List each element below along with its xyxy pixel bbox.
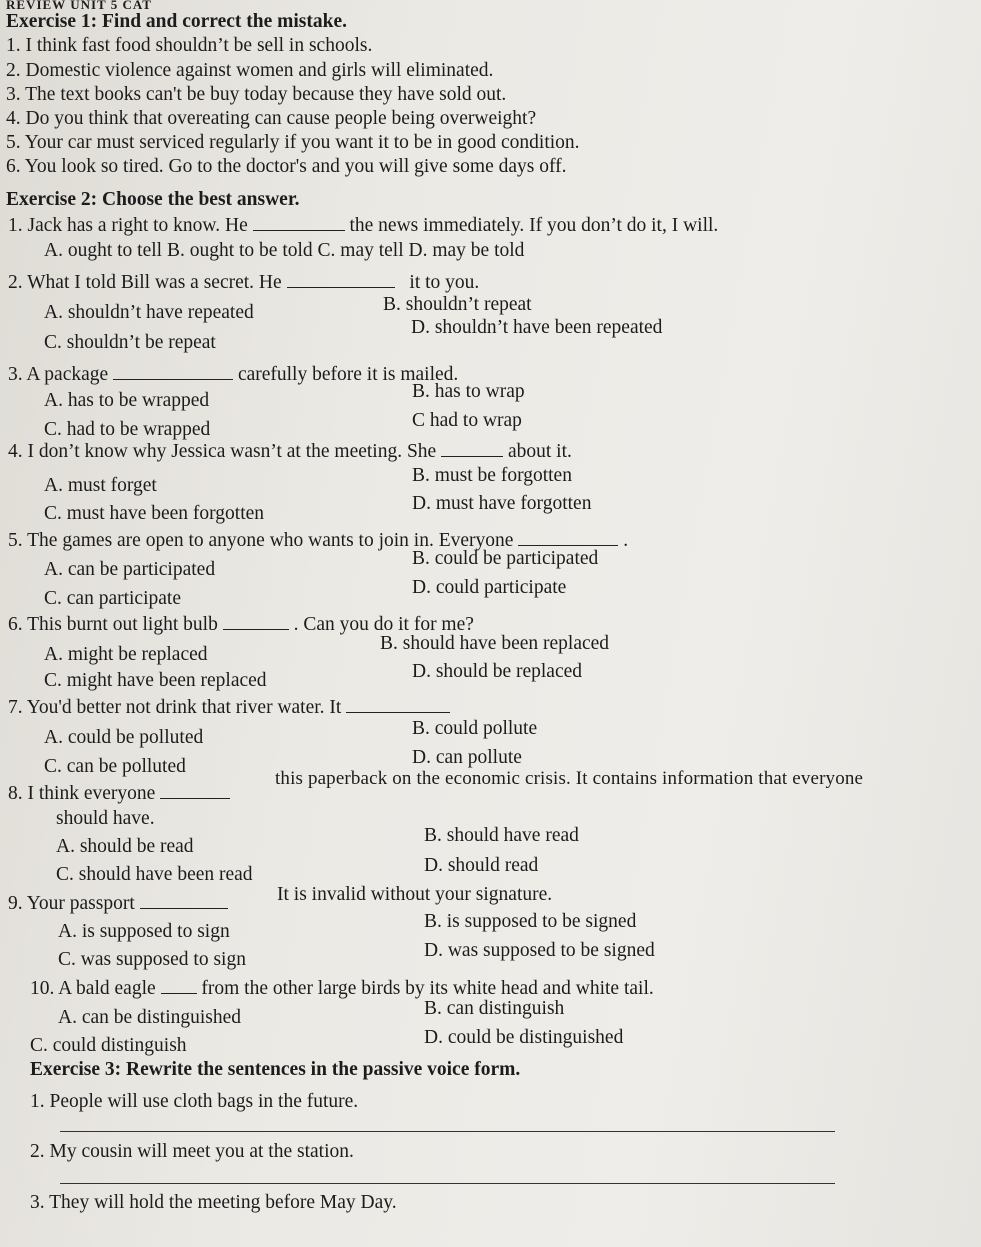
q3-option-b: B. has to wrap <box>412 381 525 402</box>
q10-option-a: A. can be distinguished <box>58 1007 242 1028</box>
q5-option-c: C. can participate <box>44 588 181 609</box>
exercise-3-title: Exercise 3: Rewrite the sentences in the passive voice form. <box>30 1059 521 1080</box>
ex1-item-3: 3. The text books can't be buy today because they have sold out. <box>6 84 507 105</box>
q3-option-d: C had to wrap <box>412 410 522 431</box>
q1-stem-end: the news immediately. If you don’t do it, I will. <box>349 215 719 236</box>
q9-option-a: A. is supposed to sign <box>58 921 230 942</box>
q1-stem <box>8 215 718 237</box>
q4-option-a: A. must forget <box>44 475 157 496</box>
q7-option-c: C. can be polluted <box>44 756 186 777</box>
q9-stem <box>8 893 228 915</box>
q8-stem <box>8 783 230 805</box>
q10-blank <box>161 979 197 994</box>
q1-stem-start: 1. Jack has a right to know. He <box>8 215 248 236</box>
q8-option-c: C. should have been read <box>56 864 253 885</box>
q8-stem-continued: should have. <box>56 808 155 829</box>
q2-stem-start: 2. What I told Bill was a secret. He <box>8 272 282 293</box>
q2-blank <box>287 273 395 288</box>
q8-option-a: A. should be read <box>56 836 194 857</box>
q6-option-c: C. might have been replaced <box>44 670 267 691</box>
q1-blank <box>253 216 345 231</box>
q6-stem-start: 6. This burnt out light bulb <box>8 614 218 635</box>
ex3-answer-line-1[interactable] <box>60 1131 835 1132</box>
q5-option-b: B. could be participated <box>412 548 599 569</box>
q9-stem-end: It is invalid without your signature. <box>277 884 553 905</box>
q3-stem-end: carefully before it is mailed. <box>237 364 459 385</box>
q10-option-c: C. could distinguish <box>30 1035 187 1056</box>
q4-stem-end: about it. <box>507 441 572 462</box>
page-header: REVIEW UNIT 5 CAT <box>6 0 152 12</box>
q4-option-d: D. must have forgotten <box>412 493 592 514</box>
q5-option-a: A. can be participated <box>44 559 216 580</box>
q10-stem-end: from the other large birds by its white head and white tail. <box>201 978 654 999</box>
q6-blank <box>223 615 289 630</box>
q2-option-d: D. shouldn’t have been repeated <box>411 317 663 338</box>
q9-blank <box>140 894 228 909</box>
q8-option-b: B. should have read <box>424 825 579 846</box>
q2-option-a: A. shouldn’t have repeated <box>44 302 254 323</box>
q10-option-d: D. could be distinguished <box>424 1027 624 1048</box>
q7-option-a: A. could be polluted <box>44 727 204 748</box>
exercise-1-title: Exercise 1: Find and correct the mistake. <box>6 11 348 32</box>
ex3-item-1: 1. People will use cloth bags in the future. <box>30 1091 359 1112</box>
q7-blank <box>346 698 450 713</box>
q6-option-d: D. should be replaced <box>412 661 583 682</box>
q4-option-c: C. must have been forgotten <box>44 503 265 524</box>
q5-stem-end: . <box>623 530 629 551</box>
ex1-item-4: 4. Do you think that overeating can cause people being overweight? <box>6 108 537 129</box>
ex1-item-6: 6. You look so tired. Go to the doctor's and you will give some days off. <box>6 156 567 177</box>
q5-stem-start: 5. The games are open to anyone who wants to join in. Everyone <box>8 530 514 551</box>
q1-options: A. ought to tell B. ought to be told C. may tell D. may be told <box>44 240 525 261</box>
q2-option-b: B. shouldn’t repeat <box>383 294 532 315</box>
q10-stem <box>30 978 654 1000</box>
q9-option-d: D. was supposed to be signed <box>424 940 655 961</box>
q7-option-d: D. can pollute <box>412 747 522 768</box>
ex3-answer-line-2[interactable] <box>60 1183 835 1184</box>
ex1-item-5: 5. Your car must serviced regularly if you want it to be in good condition. <box>6 132 580 153</box>
q4-blank <box>441 442 503 457</box>
q2-stem-end: it to you. <box>409 272 480 293</box>
q3-option-a: A. has to be wrapped <box>44 390 210 411</box>
q6-option-a: A. might be replaced <box>44 644 208 665</box>
q3-blank <box>113 365 233 380</box>
q4-stem-start: 4. I don’t know why Jessica wasn’t at the meeting. She <box>8 441 437 462</box>
q2-option-c: C. shouldn’t be repeat <box>44 332 216 353</box>
q5-option-d: D. could participate <box>412 577 567 598</box>
q4-stem <box>8 441 572 463</box>
q9-option-c: C. was supposed to sign <box>58 949 246 970</box>
q10-option-b: B. can distinguish <box>424 998 565 1019</box>
q6-option-b: B. should have been replaced <box>380 633 610 654</box>
q7-stem-start: 7. You'd better not drink that river water. It <box>8 697 342 718</box>
q8-blank <box>160 784 230 799</box>
q8-option-d: D. should read <box>424 855 539 876</box>
q8-stem-start: 8. I think everyone <box>8 783 156 804</box>
q5-blank <box>518 531 618 546</box>
ex1-item-1: 1. I think fast food shouldn’t be sell in schools. <box>6 35 373 56</box>
q4-option-b: B. must be forgotten <box>412 465 572 486</box>
q6-stem-end: . Can you do it for me? <box>293 614 474 635</box>
exercise-2-title: Exercise 2: Choose the best answer. <box>6 189 300 210</box>
ex1-item-2: 2. Domestic violence against women and girls will eliminated. <box>6 60 494 81</box>
q2-stem <box>8 272 479 294</box>
q3-stem-start: 3. A package <box>8 364 109 385</box>
ex3-item-2: 2. My cousin will meet you at the station. <box>30 1141 354 1162</box>
q7-stem <box>8 697 450 719</box>
q10-stem-start: 10. A bald eagle <box>30 978 156 999</box>
q3-stem <box>8 364 458 386</box>
ex3-item-3: 3. They will hold the meeting before May Day. <box>30 1192 397 1213</box>
q3-option-c: C. had to be wrapped <box>44 419 211 440</box>
q9-stem-start: 9. Your passport <box>8 893 135 914</box>
q7-option-b: B. could pollute <box>412 718 538 739</box>
q9-option-b: B. is supposed to be signed <box>424 911 637 932</box>
q8-stem-end: this paperback on the economic crisis. It contains information that everyone <box>275 768 864 789</box>
